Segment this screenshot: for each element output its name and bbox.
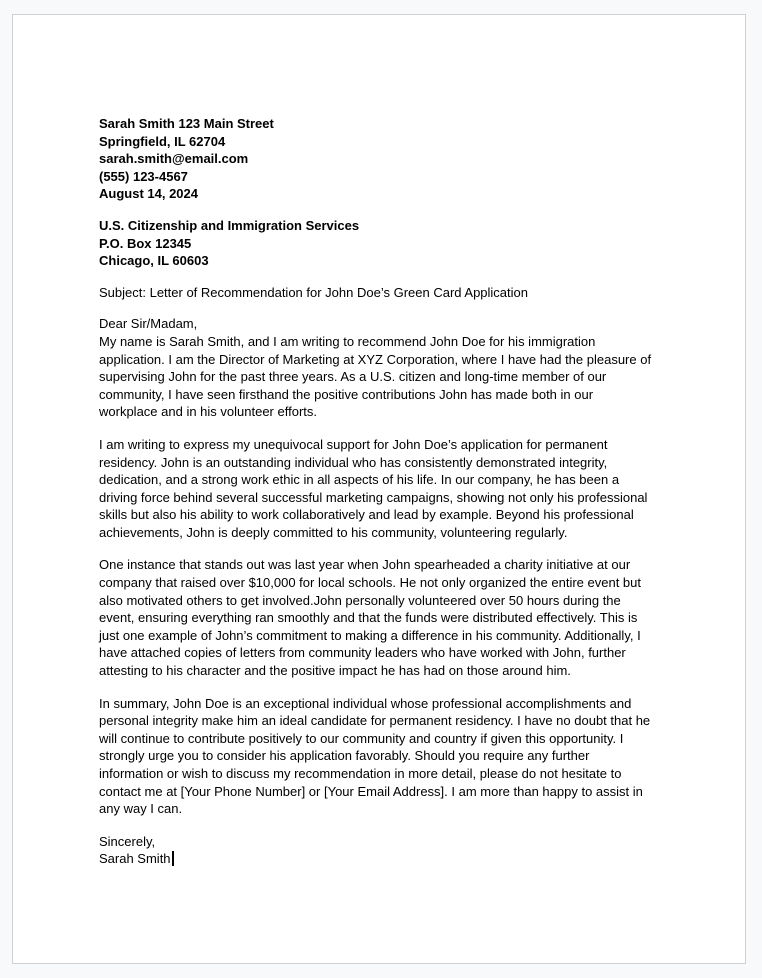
paragraph-line: dedication, and a strong work ethic in all aspects of his life. In our company, he has been a	[99, 472, 620, 488]
sender-city: Springfield, IL 62704	[99, 133, 226, 149]
recipient-address	[99, 217, 679, 270]
paragraph-line: attesting to his character and the positive impact he has had on those around him.	[99, 663, 571, 679]
sender-name-street: Sarah Smith 123 Main Street	[99, 116, 274, 131]
sender-address	[99, 115, 679, 203]
paragraph-line: information or wish to discuss my recommendation in more detail, please do not hesitate to	[99, 766, 622, 781]
text-cursor	[172, 851, 174, 866]
sender-email: sarah.smith@email.com	[99, 151, 249, 167]
letter-date: August 14, 2024	[99, 186, 198, 202]
recipient-city: Chicago, IL 60603	[99, 253, 209, 269]
paragraph-line: personal integrity make him an ideal candidate for permanent residency. I have no doubt that he	[99, 713, 651, 729]
paragraph-line: will continue to contribute positively to our community and country if given this opportunity. I	[99, 730, 624, 746]
document-page[interactable]	[12, 14, 746, 964]
paragraph-1	[99, 333, 679, 421]
salutation: Dear Sir/Madam,	[99, 316, 198, 332]
signature: Sarah Smith	[99, 851, 171, 867]
paragraph-line: community, I have seen firsthand the positive contributions John has made both in our	[99, 386, 594, 402]
paragraph-2	[99, 436, 679, 542]
paragraph-line: workplace and in his volunteer efforts.	[99, 404, 317, 420]
paragraph-line: company that raised over $10,000 for local schools. He not only organized the entire event but	[99, 575, 641, 591]
paragraph-line: just one example of John’s commitment to making a difference in his community. Additionally, I	[99, 627, 641, 643]
paragraph-line: residency. John is an outstanding individual who has consistently demonstrated integrity,	[99, 454, 608, 470]
recipient-org: U.S. Citizenship and Immigration Services	[99, 217, 360, 233]
sender-phone: (555) 123-4567	[99, 168, 188, 184]
paragraph-line: My name is Sarah Smith, and I am writing to recommend John Doe for his immigration	[99, 333, 596, 349]
paragraph-line: driving force behind several successful marketing campaigns, showing not only his professional	[99, 489, 648, 505]
paragraph-line: application. I am the Director of Marketing at XYZ Corporation, where I have had the pleasure of	[99, 351, 652, 367]
paragraph-line: have attached copies of letters from community leaders who have worked with John, further	[99, 645, 626, 661]
paragraph-line: strongly urge you to consider his application favorably. Should you require any further	[99, 748, 590, 764]
signature-line	[99, 850, 679, 868]
paragraph-line: In summary, John Doe is an exceptional individual whose professional accomplishments and	[99, 695, 632, 711]
paragraph-line: supervising John for the past three years. As a U.S. citizen and long-time member of our	[99, 369, 607, 385]
paragraph-line: achievements, John is deeply committed to his community, volunteering regularly.	[99, 524, 568, 540]
subject-line: Subject: Letter of Recommendation for John Doe’s Green Card Application	[99, 284, 528, 300]
paragraph-line: I am writing to express my unequivocal support for John Doe’s application for permanent	[99, 436, 608, 452]
paragraph-line: contact me at [Your Phone Number] or [Your Email Address]. I am more than happy to assist in	[99, 783, 643, 799]
paragraph-4	[99, 695, 679, 818]
paragraph-3	[99, 556, 679, 679]
closing: Sincerely,	[99, 833, 156, 849]
paragraph-line: event, ensuring everything ran smoothly and that the funds were distributed effectively. This is	[99, 610, 638, 626]
paragraph-line: One instance that stands out was last year when John spearheaded a charity initiative at our	[99, 557, 631, 573]
paragraph-line: skills but also his ability to work collaboratively and lead by example. Beyond his professional	[99, 507, 634, 523]
paragraph-line: also motivated others to get involved.John personally volunteered over 50 hours during the	[99, 592, 621, 608]
recipient-box: P.O. Box 12345	[99, 235, 192, 251]
paragraph-line: any way I can.	[99, 801, 183, 817]
document-body[interactable]	[99, 115, 679, 868]
